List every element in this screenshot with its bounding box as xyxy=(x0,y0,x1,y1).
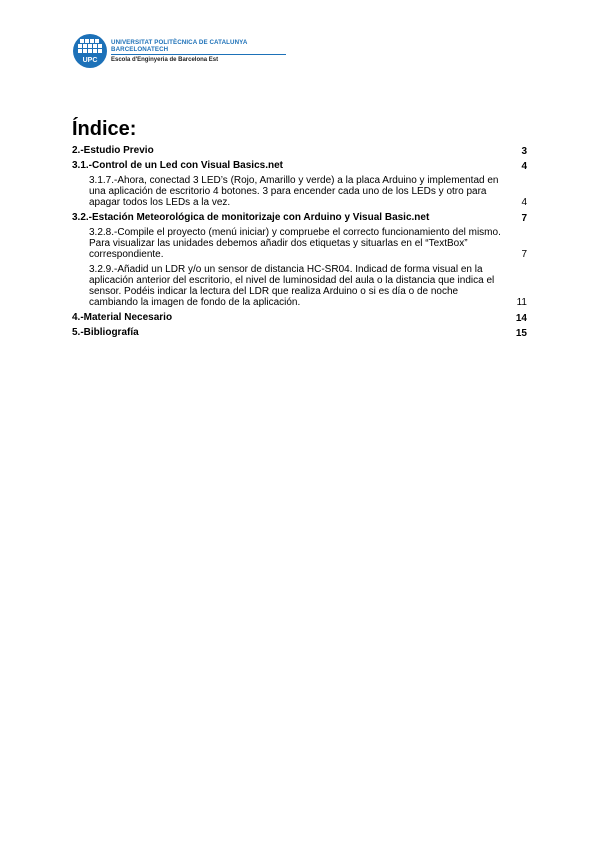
toc-entry-page: 4 xyxy=(521,197,527,208)
table-of-contents xyxy=(72,143,527,342)
toc-entry-material-necesario[interactable] xyxy=(72,312,527,324)
upc-logo-icon xyxy=(73,34,107,68)
toc-entry-control-led[interactable] xyxy=(72,160,527,172)
toc-entry-page: 14 xyxy=(515,313,527,324)
toc-entry-page: 7 xyxy=(521,249,527,260)
header-divider xyxy=(111,54,286,55)
toc-entry-page: 15 xyxy=(515,328,527,339)
toc-entry-estudio-previo[interactable] xyxy=(72,145,527,157)
toc-entry-page: 7 xyxy=(521,213,527,224)
document-header xyxy=(73,34,273,74)
toc-entry-text: 3.1.7.-Ahora, conectad 3 LED’s (Rojo, Amarillo y verde) a la placa Arduino y implementad en una aplicación de escritorio 4 botones. 3 para encender cada uno de los LEDs y otro para apagar todos los LEDs a la vez. xyxy=(89,175,499,208)
toc-entry-3-2-8[interactable] xyxy=(72,227,527,260)
toc-entry-page: 3 xyxy=(521,146,527,157)
toc-entry-bibliografia[interactable] xyxy=(72,327,527,339)
university-line-2: BARCELONATECH xyxy=(111,46,169,53)
university-line-1: UNIVERSITAT POLITÈCNICA DE CATALUNYA xyxy=(111,39,248,46)
toc-title: Índice: xyxy=(72,118,137,140)
toc-entry-text: 3.2.8.-Compile el proyecto (menú iniciar) y compruebe el correcto funcionamiento del mismo. Para visualizar las unidades debemos añadir dos etiquetas y situarlas en el “TextBox” correspondiente. xyxy=(89,227,501,260)
toc-entry-text: 3.2.-Estación Meteorológica de monitorizaje con Arduino y Visual Basic.net xyxy=(72,212,430,223)
toc-entry-estacion-meteorologica[interactable] xyxy=(72,212,527,224)
toc-entry-3-2-9[interactable] xyxy=(72,264,527,308)
toc-entry-text: 3.2.9.-Añadid un LDR y/o un sensor de distancia HC-SR04. Indicad de forma visual en la aplicación anterior del escritorio, el nivel de luminosidad del aula o la distancia que indica el sensor. Podéis indicar la lectura del LDR que realiza Arduino o si es día o de noche cambiando la imagen de fondo de la aplicación. xyxy=(89,264,495,308)
toc-entry-text: 3.1.-Control de un Led con Visual Basics.net xyxy=(72,160,283,171)
toc-entry-page: 11 xyxy=(516,297,527,308)
toc-entry-text: 5.-Bibliografía xyxy=(72,327,139,338)
toc-entry-3-1-7[interactable] xyxy=(72,175,527,208)
toc-entry-text: 2.-Estudio Previo xyxy=(72,145,154,156)
toc-entry-page: 4 xyxy=(521,161,527,172)
university-name xyxy=(111,39,291,53)
school-name: Escola d'Enginyeria de Barcelona Est xyxy=(111,57,219,63)
toc-entry-text: 4.-Material Necesario xyxy=(72,312,173,323)
logo-text: UPC xyxy=(82,57,98,64)
